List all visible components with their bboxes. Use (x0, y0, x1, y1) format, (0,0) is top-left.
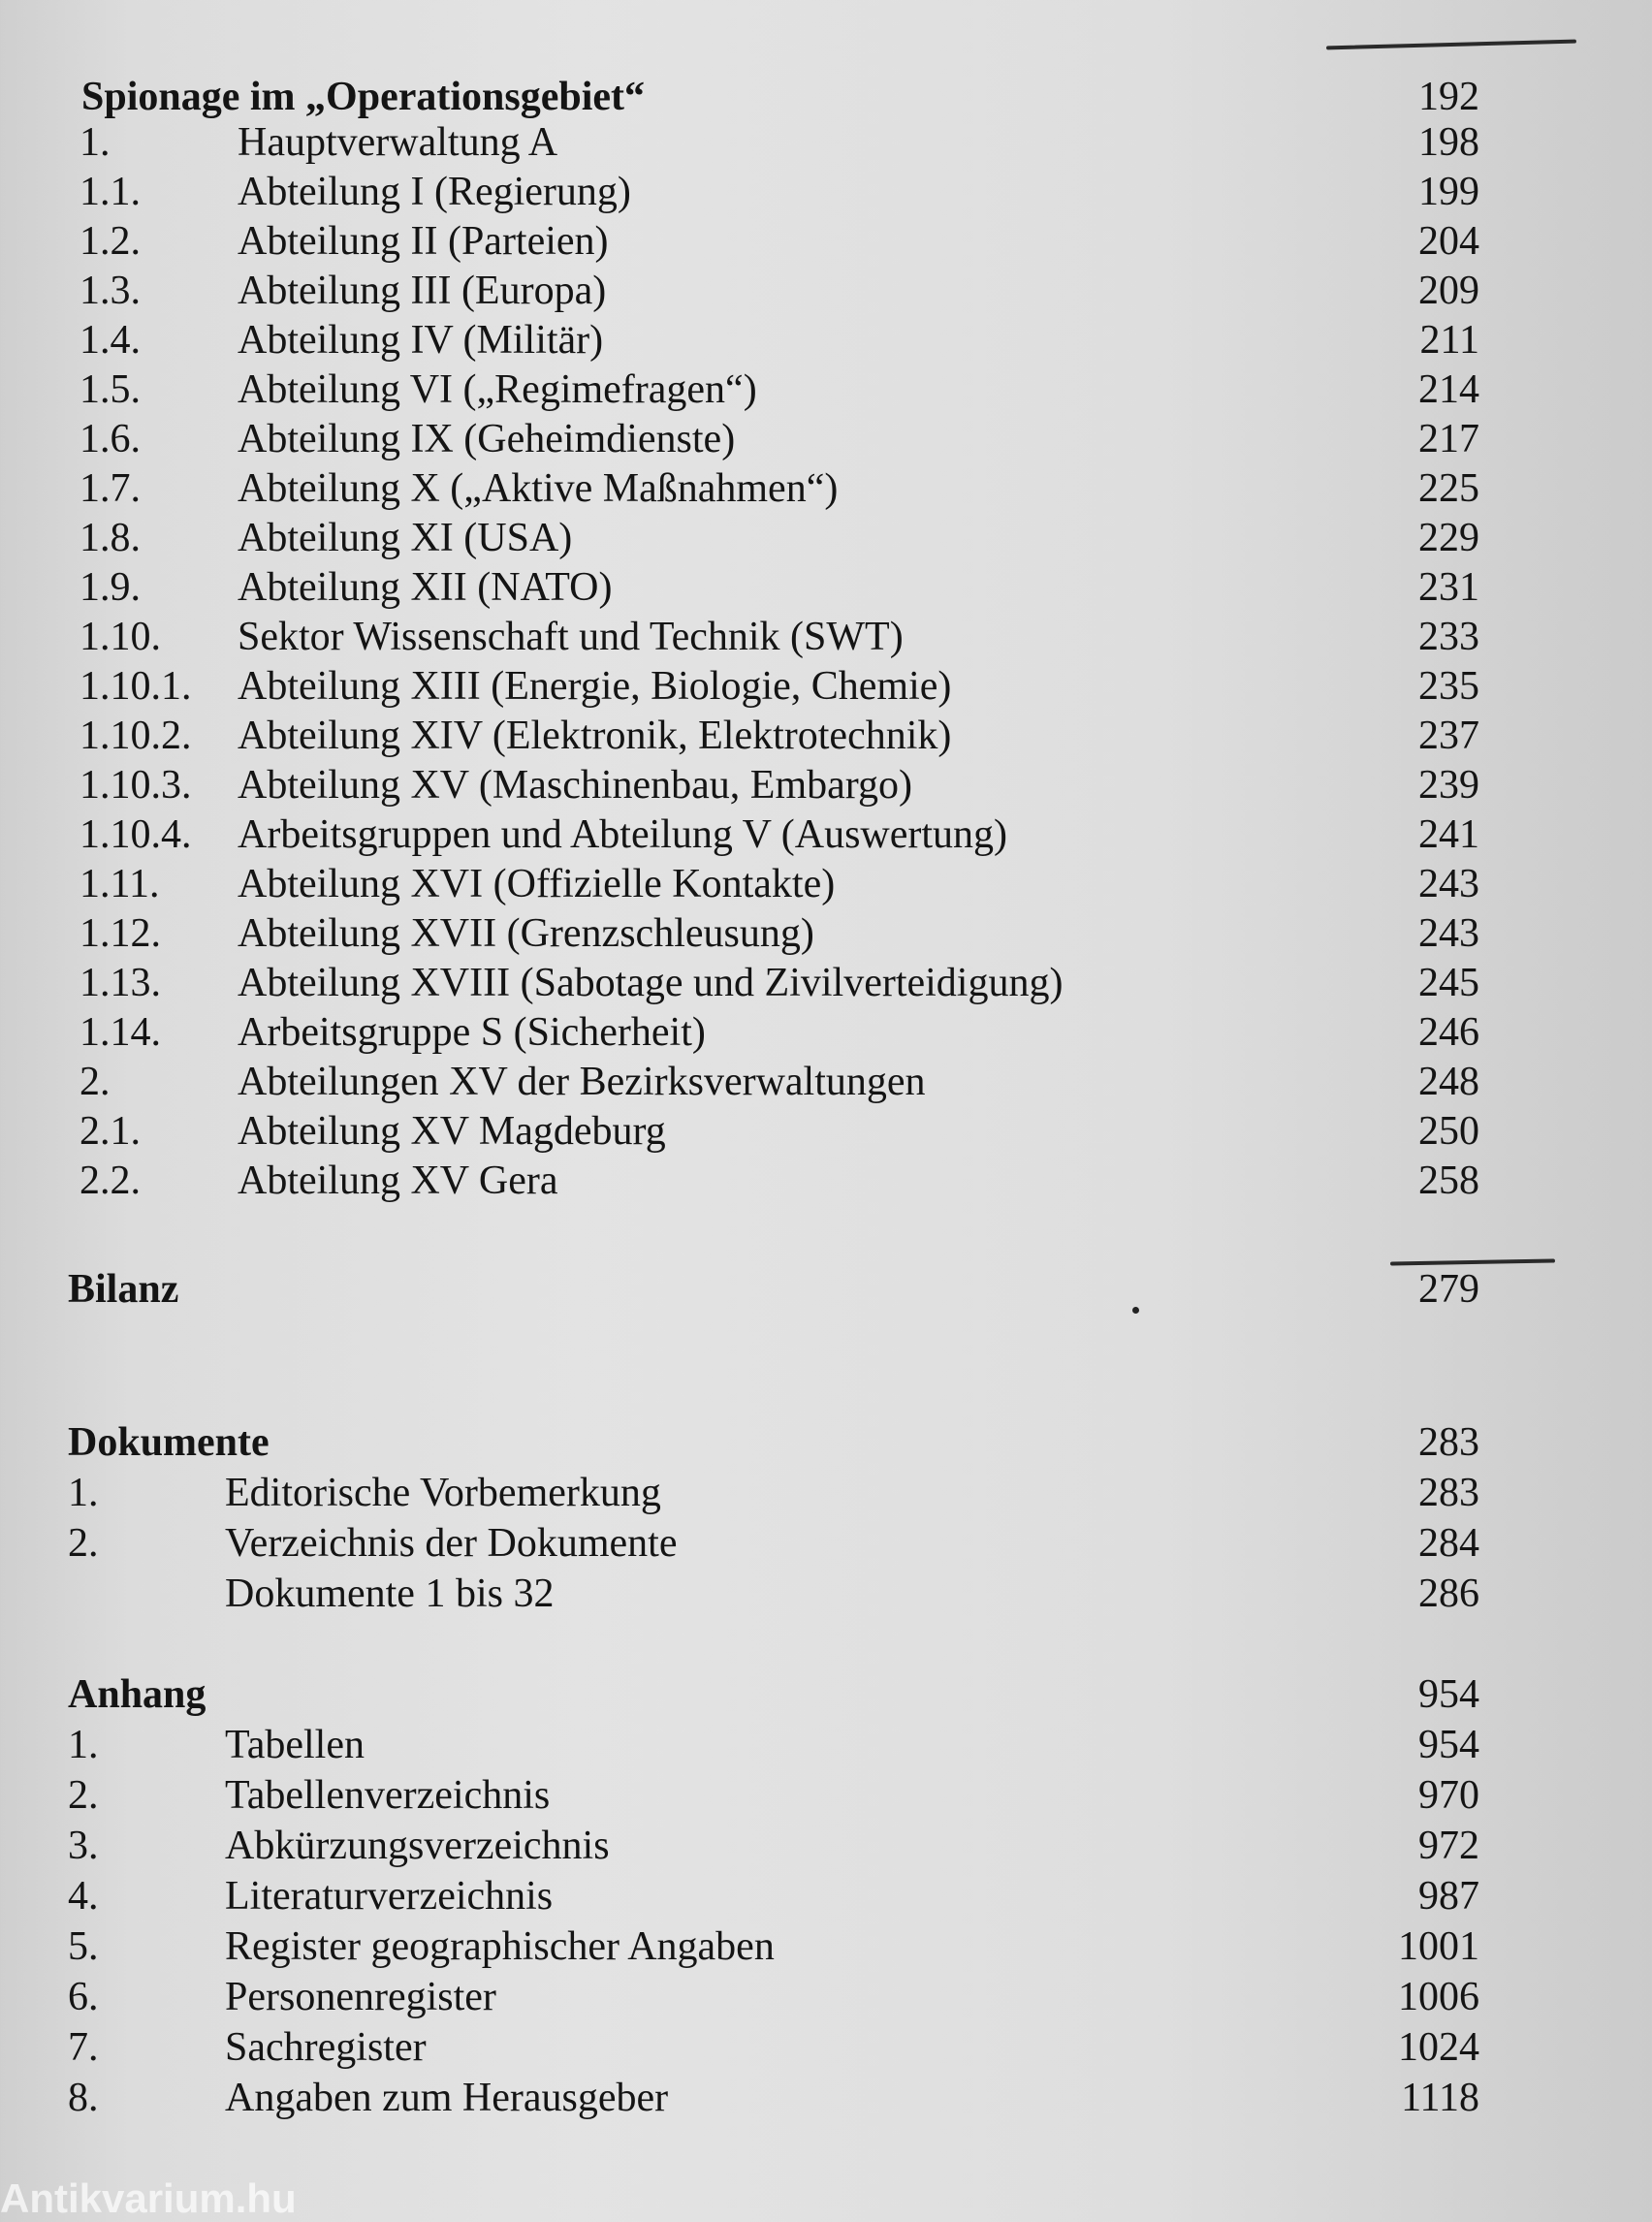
toc-entry (0, 1518, 1652, 1569)
entry-page: 243 (1418, 911, 1479, 956)
entry-number: 2. (68, 1773, 99, 1818)
entry-page: 246 (1418, 1010, 1479, 1055)
entry-number: 5. (68, 1924, 99, 1969)
section-page: 283 (1418, 1420, 1479, 1465)
entry-page: 258 (1418, 1159, 1479, 1203)
entry-number: 1.7. (79, 466, 141, 511)
entry-title: Abteilung XII (NATO) (238, 565, 613, 610)
toc-section-dokumente (0, 1415, 1652, 1470)
entry-page: 217 (1418, 417, 1479, 461)
entry-number: 8. (68, 2076, 99, 2120)
entry-page: 204 (1418, 219, 1479, 264)
toc-entry (0, 859, 1652, 909)
entry-number: 2. (79, 1060, 111, 1104)
entry-number: 1.14. (79, 1010, 161, 1055)
entry-title: Abteilung III (Europa) (238, 269, 607, 313)
entry-number: 1.1. (79, 170, 141, 214)
toc-entry (0, 463, 1652, 514)
entry-number: 1.8. (79, 516, 141, 560)
entry-number: 1.10.1. (79, 664, 192, 709)
toc-entry (0, 1007, 1652, 1058)
toc-section-bilanz (0, 1262, 1652, 1317)
entry-number: 1. (68, 1723, 99, 1767)
section-page: 192 (1418, 75, 1479, 119)
entry-number: 1.3. (79, 269, 141, 313)
toc-entry (0, 1770, 1652, 1821)
entry-number: 4. (68, 1874, 99, 1919)
entry-page: 1024 (1398, 2025, 1479, 2070)
entry-title: Abteilung I (Regierung) (238, 170, 631, 214)
toc-entry (0, 661, 1652, 712)
toc-entry (0, 711, 1652, 761)
toc-entry (0, 1106, 1652, 1157)
entry-title: Arbeitsgruppen und Abteilung V (Auswertung) (238, 812, 1008, 857)
entry-title: Personenregister (225, 1975, 496, 2019)
entry-number: 1.10. (79, 615, 161, 659)
entry-page: 199 (1418, 170, 1479, 214)
entry-title: Abteilung IX (Geheimdienste) (238, 417, 736, 461)
entry-page: 987 (1418, 1874, 1479, 1919)
toc-entry (0, 1569, 1652, 1619)
toc-entry (0, 612, 1652, 662)
entry-page: 284 (1418, 1521, 1479, 1566)
toc-entry (0, 315, 1652, 365)
entry-page: 1118 (1401, 2076, 1479, 2120)
entry-page: 198 (1418, 120, 1479, 165)
toc-entry (0, 809, 1652, 860)
toc-entry (0, 167, 1652, 217)
entry-number: 1.5. (79, 367, 141, 412)
entry-page: 214 (1418, 367, 1479, 412)
entry-page: 250 (1418, 1109, 1479, 1154)
entry-page: 970 (1418, 1773, 1479, 1818)
entry-number: 1.10.4. (79, 812, 192, 857)
toc-entry (0, 760, 1652, 810)
entry-page: 954 (1418, 1723, 1479, 1767)
section-title: Spionage im „Operationsgebiet“ (81, 75, 646, 119)
entry-title: Abteilung XV Magdeburg (238, 1109, 666, 1154)
toc-entry (0, 1871, 1652, 1921)
entry-number: 1. (79, 120, 111, 165)
entry-page: 211 (1419, 318, 1479, 363)
entry-title: Abteilung VI („Regimefragen“) (238, 367, 757, 412)
entry-number: 1.2. (79, 219, 141, 264)
toc-entry (0, 1972, 1652, 2022)
toc-entry (0, 216, 1652, 267)
entry-page: 237 (1418, 714, 1479, 758)
toc-entry (0, 1921, 1652, 1972)
entry-title: Tabellen (225, 1723, 365, 1767)
entry-number: 1.9. (79, 565, 141, 610)
entry-title: Register geographischer Angaben (225, 1924, 775, 1969)
toc-entry (0, 117, 1652, 168)
toc-entry (0, 958, 1652, 1008)
toc-entry (0, 1720, 1652, 1770)
toc-entry (0, 1156, 1652, 1206)
entry-page: 231 (1418, 565, 1479, 610)
entry-page: 243 (1418, 862, 1479, 906)
pen-mark-top (1326, 40, 1576, 50)
watermark: Antikvarium.hu (0, 2175, 297, 2221)
section-title: Dokumente (68, 1420, 270, 1465)
toc-entry (0, 365, 1652, 415)
entry-page: 972 (1418, 1824, 1479, 1868)
entry-number: 2.2. (79, 1159, 141, 1203)
entry-title: Tabellenverzeichnis (225, 1773, 551, 1818)
ink-dot (1132, 1307, 1139, 1314)
toc-entry (0, 2073, 1652, 2123)
entry-title: Sektor Wissenschaft und Technik (SWT) (238, 615, 904, 659)
entry-number: 6. (68, 1975, 99, 2019)
entry-title: Abkürzungsverzeichnis (225, 1824, 610, 1868)
toc-entry (0, 562, 1652, 613)
entry-number: 1.11. (79, 862, 160, 906)
entry-title: Abteilung XV Gera (238, 1159, 558, 1203)
entry-title: Hauptverwaltung A (238, 120, 558, 165)
entry-title: Verzeichnis der Dokumente (225, 1521, 678, 1566)
entry-number: 1.10.3. (79, 763, 192, 808)
section-page: 954 (1418, 1672, 1479, 1717)
entry-number: 1.4. (79, 318, 141, 363)
entry-number: 1.12. (79, 911, 161, 956)
entry-number: 1. (68, 1471, 99, 1515)
entry-title: Abteilung XVIII (Sabotage und Zivilverteidigung) (238, 961, 1064, 1005)
entry-number: 1.13. (79, 961, 161, 1005)
entry-title: Sachregister (225, 2025, 427, 2070)
entry-number: 1.6. (79, 417, 141, 461)
section-page: 279 (1418, 1267, 1479, 1312)
toc-section-anhang (0, 1667, 1652, 1722)
entry-page: 235 (1418, 664, 1479, 709)
entry-number: 3. (68, 1824, 99, 1868)
entry-page: 1006 (1398, 1975, 1479, 2019)
toc-section-spionage (0, 70, 1652, 124)
entry-page: 229 (1418, 516, 1479, 560)
toc-entry (0, 2022, 1652, 2073)
section-title: Bilanz (68, 1267, 179, 1312)
toc-entry (0, 414, 1652, 464)
entry-title: Abteilungen XV der Bezirksverwaltungen (238, 1060, 926, 1104)
entry-title: Abteilung XIV (Elektronik, Elektrotechnik) (238, 714, 952, 758)
entry-title: Editorische Vorbemerkung (225, 1471, 661, 1515)
entry-title: Arbeitsgruppe S (Sicherheit) (238, 1010, 706, 1055)
toc-entry (0, 1468, 1652, 1518)
entry-page: 286 (1418, 1571, 1479, 1616)
section-title: Anhang (68, 1672, 206, 1717)
entry-title: Angaben zum Herausgeber (225, 2076, 669, 2120)
entry-page: 248 (1418, 1060, 1479, 1104)
entry-page: 233 (1418, 615, 1479, 659)
entry-page: 1001 (1398, 1924, 1479, 1969)
entry-number: 1.10.2. (79, 714, 192, 758)
entry-page: 239 (1418, 763, 1479, 808)
entry-title: Dokumente 1 bis 32 (225, 1571, 555, 1616)
entry-page: 283 (1418, 1471, 1479, 1515)
entry-title: Abteilung II (Parteien) (238, 219, 609, 264)
entry-title: Abteilung XI (USA) (238, 516, 573, 560)
entry-title: Abteilung XVII (Grenzschleusung) (238, 911, 814, 956)
toc-entry (0, 266, 1652, 316)
toc-entry (0, 908, 1652, 959)
toc-entry (0, 513, 1652, 563)
entry-number: 2.1. (79, 1109, 141, 1154)
entry-title: Abteilung IV (Militär) (238, 318, 604, 363)
entry-number: 2. (68, 1521, 99, 1566)
toc-entry (0, 1821, 1652, 1871)
entry-number: 7. (68, 2025, 99, 2070)
entry-title: Abteilung XIII (Energie, Biologie, Chemie) (238, 664, 952, 709)
toc-entry (0, 1057, 1652, 1107)
entry-page: 241 (1418, 812, 1479, 857)
entry-title: Abteilung XVI (Offizielle Kontakte) (238, 862, 836, 906)
entry-title: Abteilung XV (Maschinenbau, Embargo) (238, 763, 912, 808)
entry-page: 245 (1418, 961, 1479, 1005)
entry-page: 225 (1418, 466, 1479, 511)
entry-page: 209 (1418, 269, 1479, 313)
entry-title: Abteilung X („Aktive Maßnahmen“) (238, 466, 839, 511)
entry-title: Literaturverzeichnis (225, 1874, 554, 1919)
